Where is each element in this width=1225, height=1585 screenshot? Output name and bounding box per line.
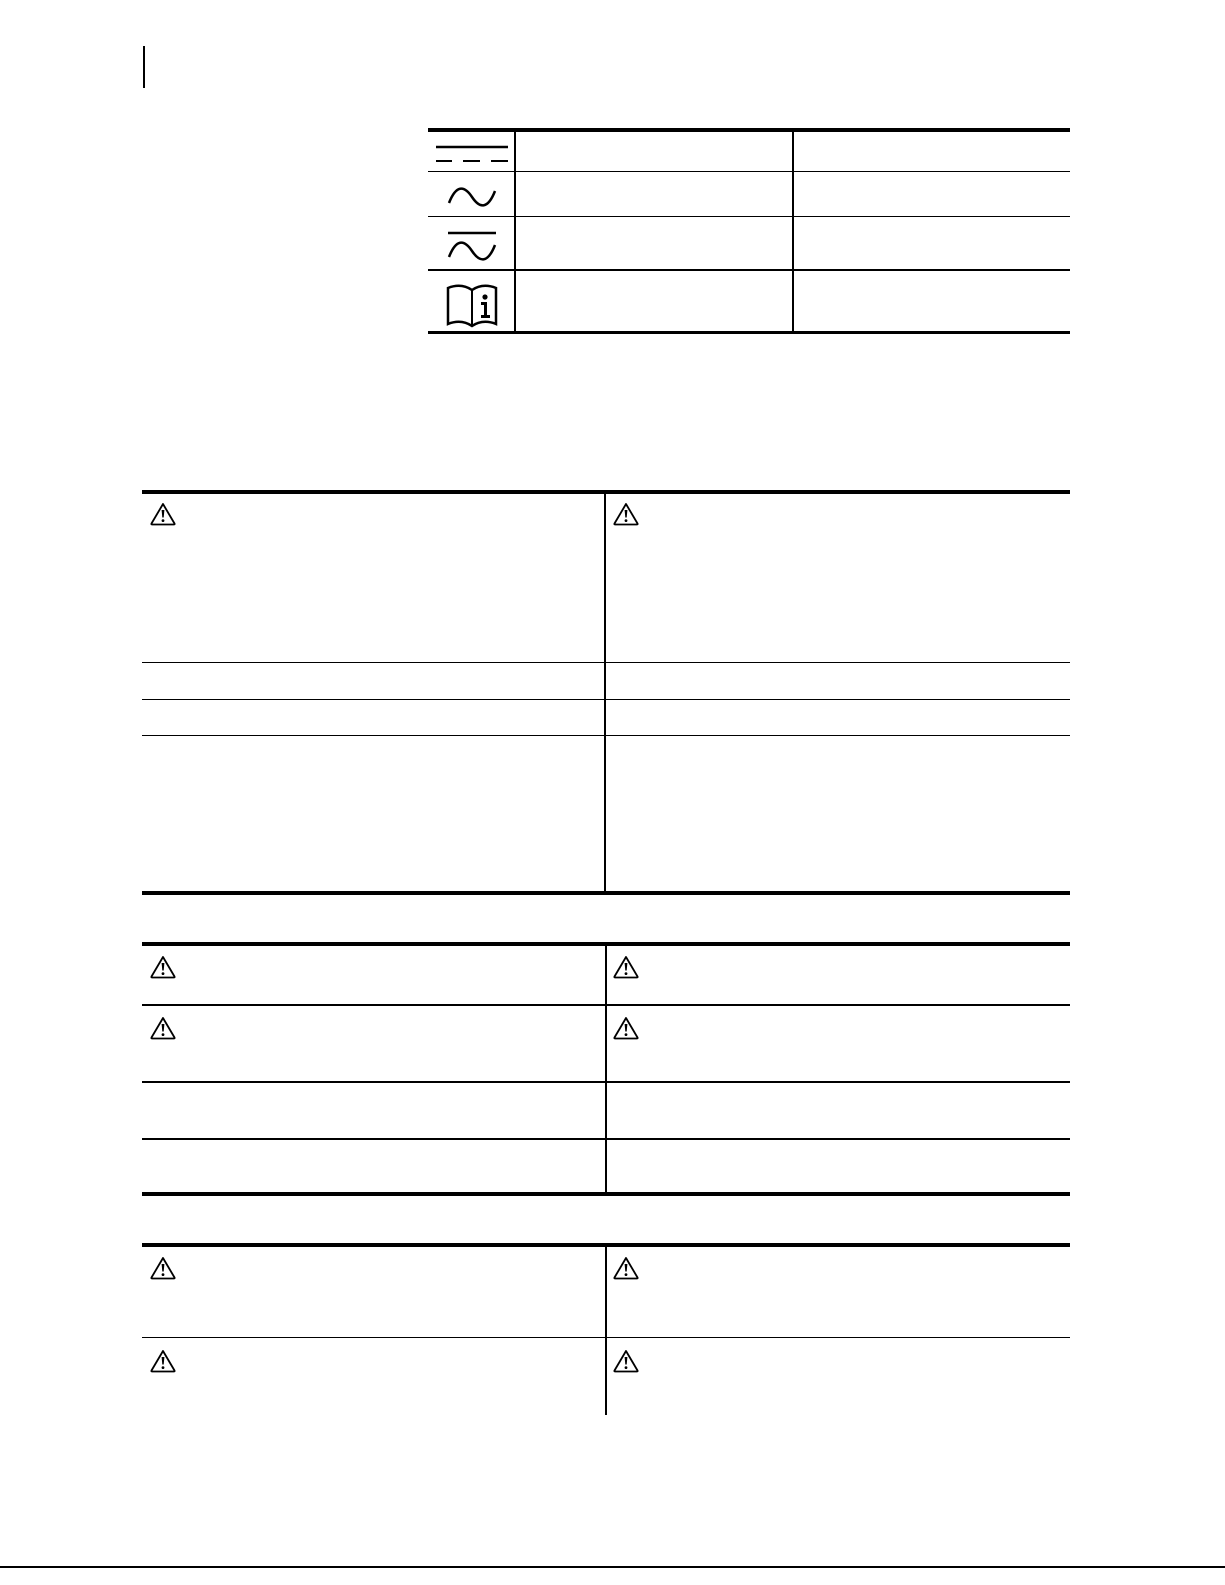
warning-triangle-icon	[613, 1016, 639, 1040]
symbol-table-row-divider	[428, 216, 1070, 217]
warning-triangle-icon	[613, 1256, 639, 1280]
read-manual-icon	[444, 284, 500, 328]
symbol-table-top-rule	[428, 128, 1070, 132]
table-column-divider	[604, 492, 606, 892]
ac-current-icon	[446, 183, 498, 211]
warning-triangle-icon	[150, 502, 176, 526]
table-column-divider	[605, 1245, 607, 1415]
warning-triangle-icon	[150, 955, 176, 979]
page-bottom-rule	[0, 1566, 1225, 1568]
symbol-table-bottom-rule	[428, 331, 1070, 334]
warning-triangle-icon	[613, 1349, 639, 1373]
table-row-divider	[142, 735, 1070, 736]
table-row-divider	[142, 699, 1070, 700]
table-row-divider	[142, 662, 1070, 663]
warning-triangle-icon	[150, 1349, 176, 1373]
warning-triangle-icon	[150, 1256, 176, 1280]
warning-triangle-icon	[613, 502, 639, 526]
dc-current-icon	[434, 142, 510, 166]
symbol-table-row-divider	[428, 269, 1070, 271]
warning-triangle-icon	[150, 1016, 176, 1040]
warning-triangle-icon	[613, 955, 639, 979]
table-bottom-rule	[142, 891, 1070, 895]
table-top-rule	[142, 490, 1070, 494]
page-margin-marker	[143, 46, 145, 88]
symbol-table-column-divider	[792, 130, 794, 332]
symbol-table-row-divider	[428, 171, 1070, 172]
symbol-table-column-divider	[514, 130, 516, 332]
ac-dc-current-icon	[446, 229, 498, 265]
table-column-divider	[605, 944, 607, 1194]
